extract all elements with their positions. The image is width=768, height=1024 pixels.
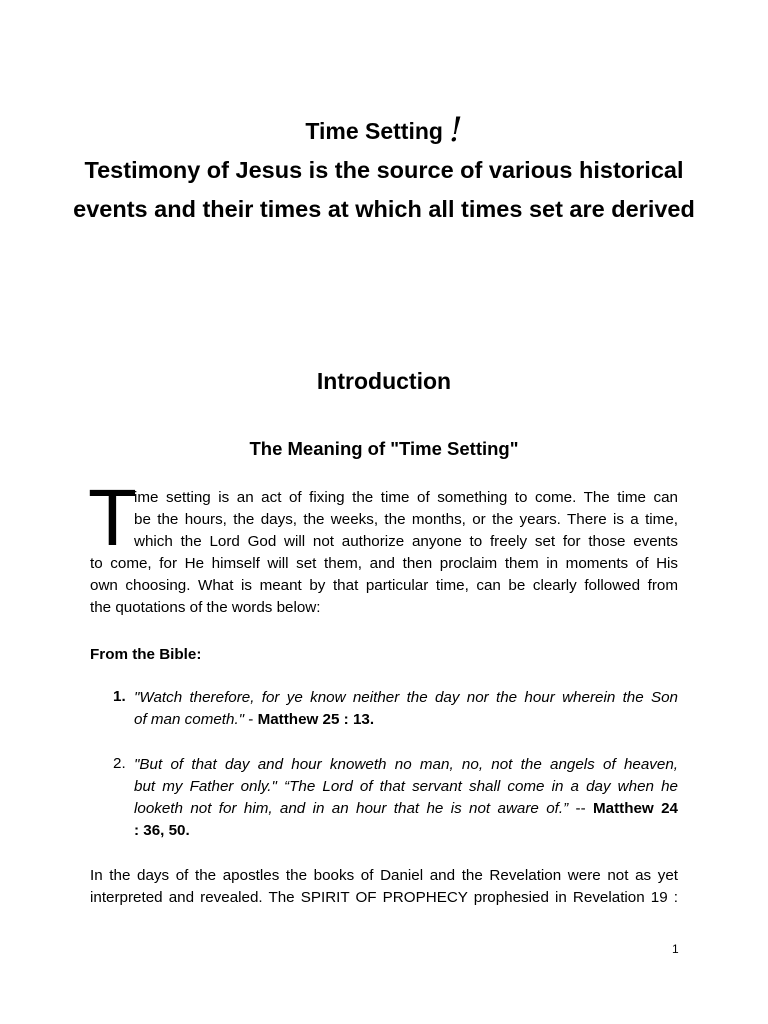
paragraph-line: which the Lord God will not authorize anyone to freely set for those events <box>134 533 678 550</box>
quote-line: "But of that day and hour knoweth no man, no, not the angels of heaven, <box>134 756 678 773</box>
scripture-reference: : 36, 50. <box>134 822 190 839</box>
paragraph-line: the quotations of the words below: <box>90 599 321 616</box>
quote-text: of man cometh." <box>134 711 245 728</box>
quote-line <box>134 821 678 841</box>
quote-separator: - <box>244 711 258 728</box>
paragraph-line: to come, for He himself will set them, and then proclaim them in moments of His <box>90 555 678 572</box>
paragraph-line: In the days of the apostles the books of Daniel and the Revelation were not as yet <box>90 867 678 884</box>
quote-line: "Watch therefore, for ye know neither the day nor the hour wherein the Son <box>134 689 678 706</box>
list-number: 1. <box>113 688 126 705</box>
drop-cap: T <box>88 473 137 562</box>
paragraph-line: ime setting is an act of fixing the time of something to come. The time can <box>134 489 678 506</box>
from-bible-label: From the Bible: <box>90 646 202 663</box>
quote-line <box>134 710 678 730</box>
document-subtitle: Testimony of Jesus is the source of various historical events and their times at which all times set are derived <box>73 157 695 222</box>
quote-separator: -- <box>568 800 593 817</box>
page-number: 1 <box>672 942 679 956</box>
title-exclamation: ! <box>448 110 463 150</box>
title-text: Time Setting <box>305 118 443 144</box>
quote-text: looketh not for him, and in an hour that he is not aware of.” <box>134 800 569 817</box>
subheading: The Meaning of "Time Setting" <box>249 438 519 459</box>
paragraph-line: be the hours, the days, the weeks, the months, or the years. There is a time, <box>134 511 678 528</box>
quote-line <box>134 799 678 819</box>
scripture-reference: Matthew 24 <box>593 800 678 817</box>
quote-line: but my Father only." “The Lord of that servant shall come in a day when he <box>134 778 678 795</box>
list-number: 2. <box>113 755 126 772</box>
section-heading: Introduction <box>316 368 452 394</box>
document-title <box>0 108 768 148</box>
paragraph-line: own choosing. What is meant by that particular time, can be clearly followed from <box>90 577 678 594</box>
paragraph-line: interpreted and revealed. The SPIRIT OF PROPHECY prophesied in Revelation 19 : <box>90 889 678 906</box>
scripture-reference: Matthew 25 : 13. <box>257 711 375 728</box>
